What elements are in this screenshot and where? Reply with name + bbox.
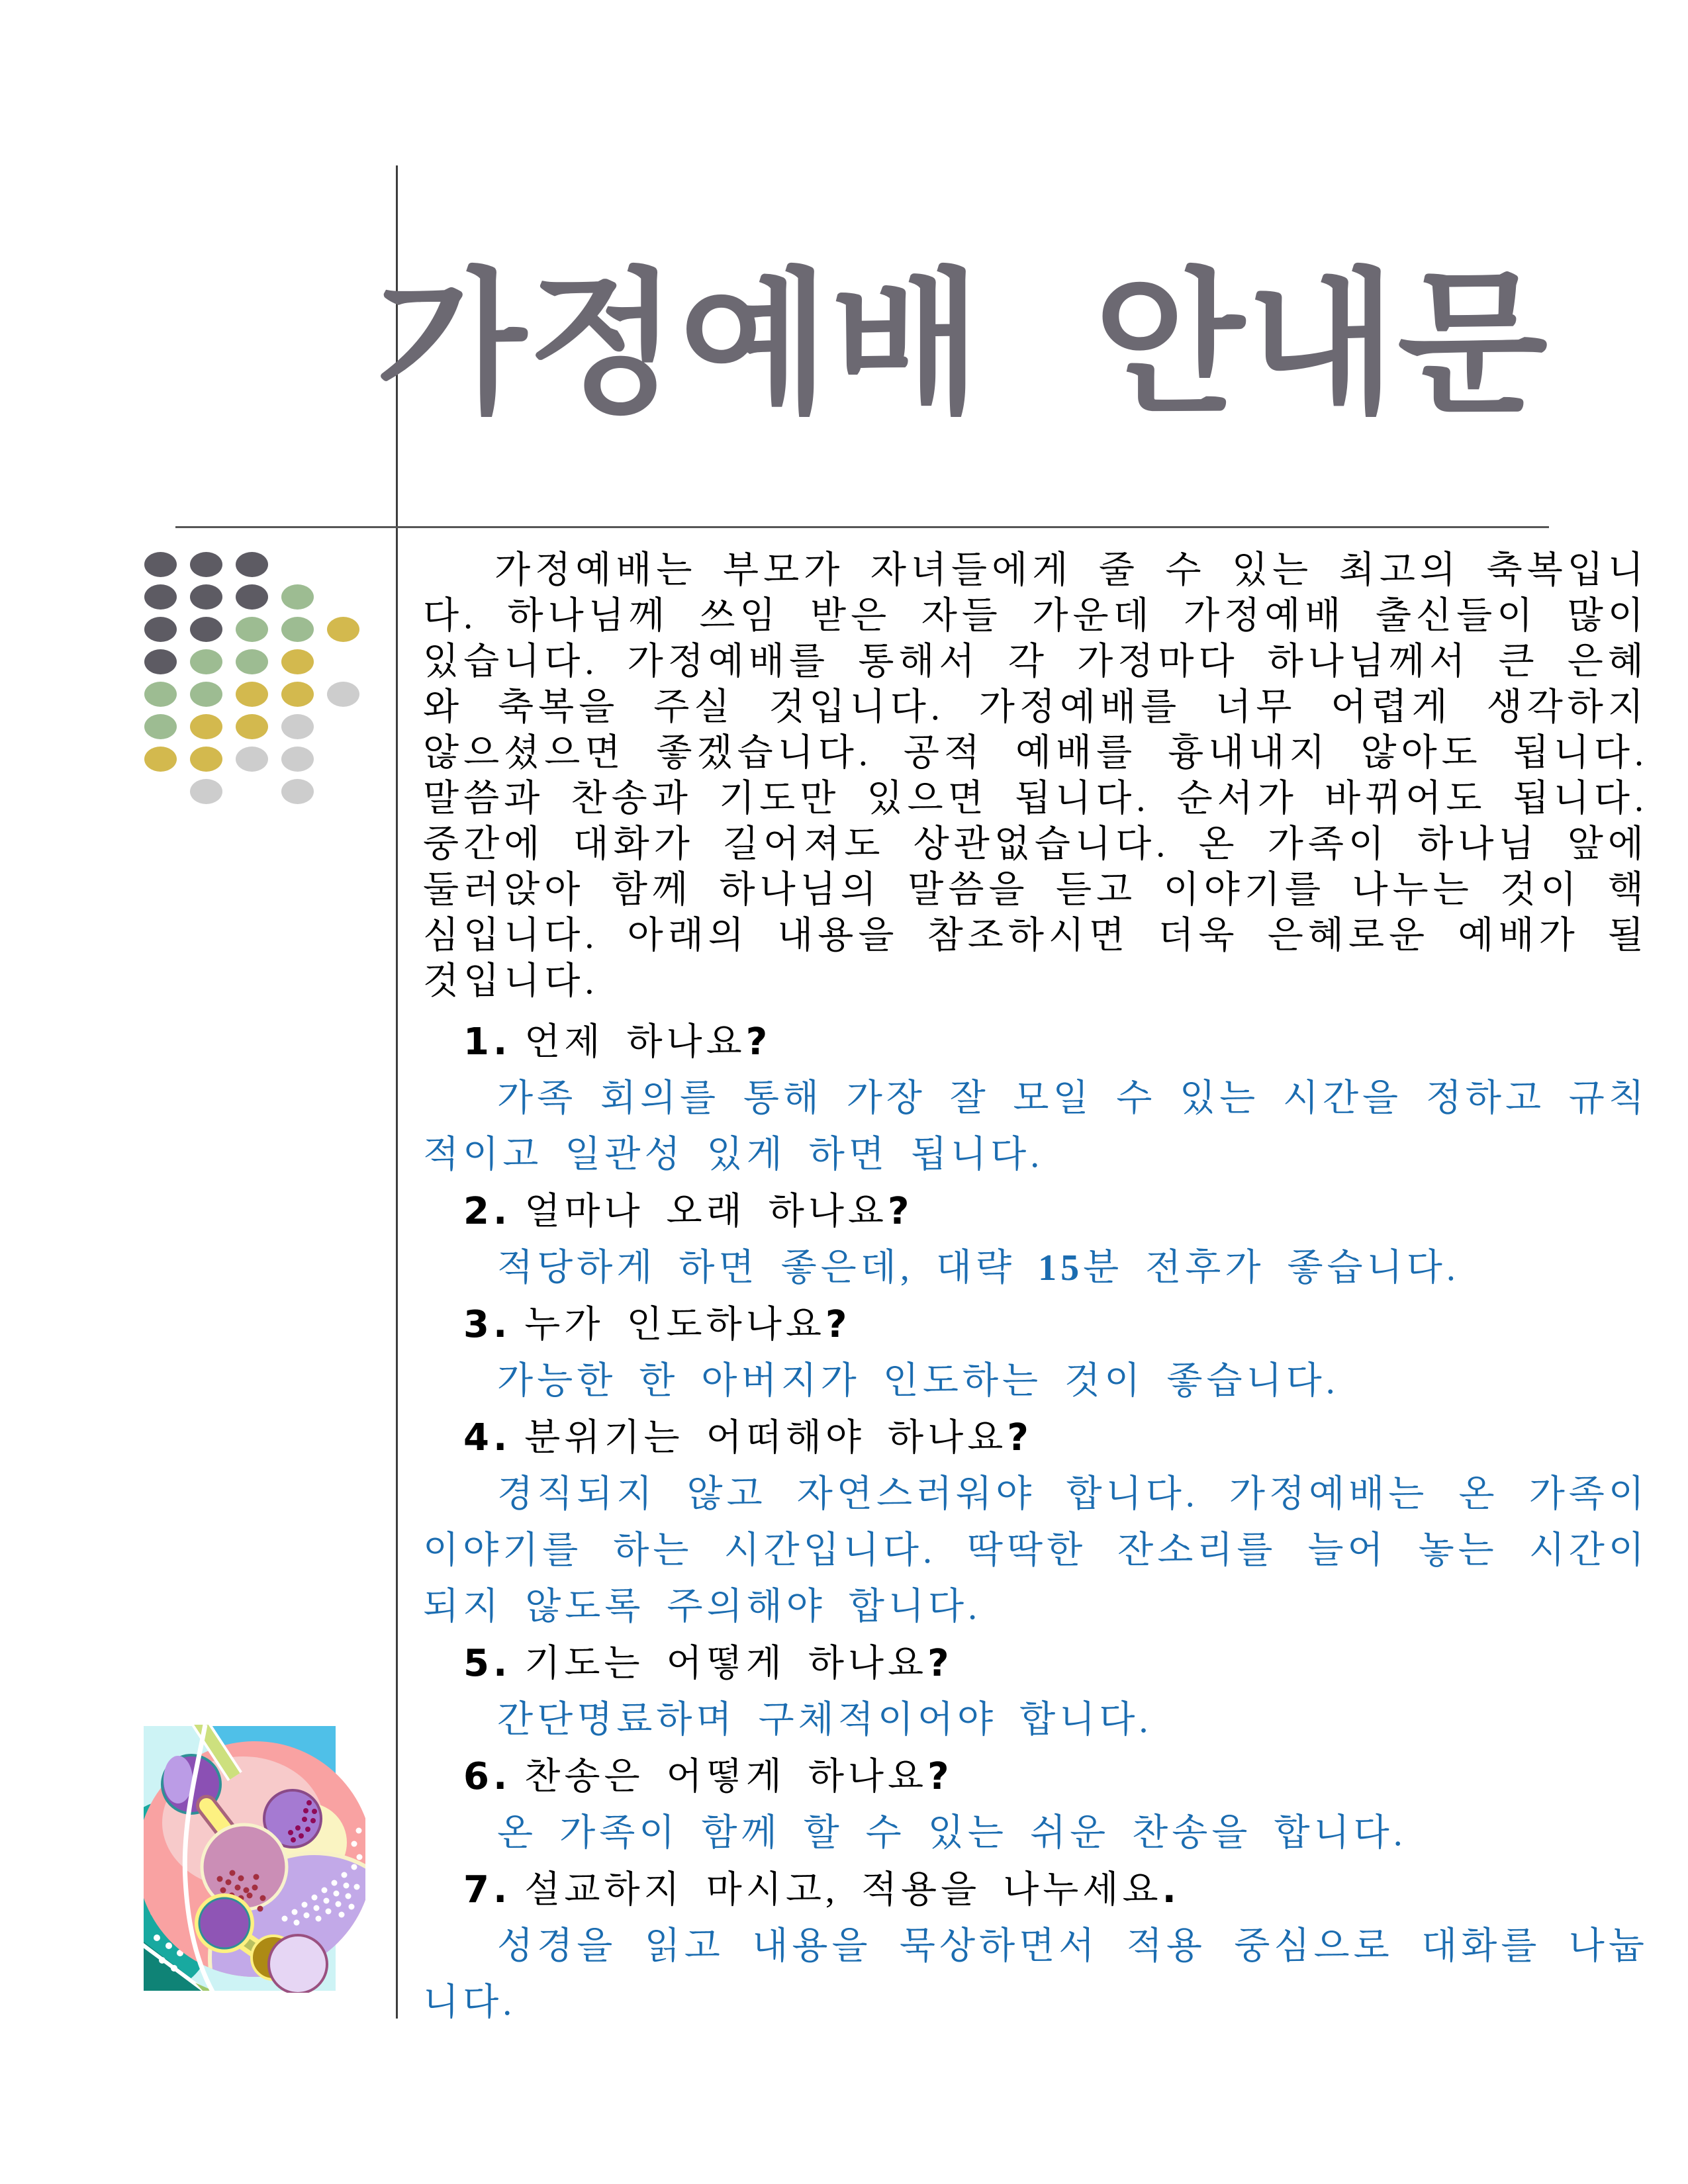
decorative-dot (190, 584, 222, 610)
decorative-dot (236, 682, 268, 707)
answer-segment: 가능한 한 아버지가 인도하는 것이 좋습니다. (497, 1361, 1339, 1402)
answer-text (423, 1353, 1648, 1410)
question-line (423, 1410, 1648, 1467)
qa-item (423, 1014, 1648, 1183)
decorative-dot (327, 682, 359, 707)
question-mark: ? (1007, 1416, 1033, 1459)
decorative-dot (144, 649, 177, 674)
decorative-dot (190, 714, 222, 739)
clipart-canvas (144, 1725, 365, 1993)
decorative-dot (190, 552, 222, 577)
decorative-dot (236, 617, 268, 642)
qa-item (423, 1183, 1648, 1297)
decorative-dot (190, 649, 222, 674)
answer-segment: 경직되지 않고 자연스러워야 합니다. 가정예배는 온 가족이 이야기를 하는 시간입니다. 딱딱한 잔소리를 늘어 놓는 시간이 되지 않도록 주의해야 합니다. (423, 1474, 1648, 1627)
qa-item (423, 1862, 1648, 2031)
page-title: 가정예배 안내문 (376, 254, 1549, 435)
decorative-dot (281, 649, 314, 674)
question-number: 3. (463, 1303, 512, 1346)
question-mark: ? (888, 1190, 914, 1233)
answer-segment: 온 가족이 함께 할 수 있는 쉬운 찬송을 합니다. (497, 1813, 1407, 1854)
qa-item (423, 1635, 1648, 1749)
question-text: 누가 인도하나요 (524, 1304, 825, 1345)
decorative-dot (281, 617, 314, 642)
question-mark: ? (825, 1303, 851, 1346)
answer-segment: 분 전후가 좋습니다. (1083, 1248, 1460, 1289)
question-mark: ? (927, 1755, 953, 1798)
answer-text (423, 1071, 1648, 1183)
decorative-dot (281, 584, 314, 610)
decorative-dot (190, 747, 222, 772)
decorative-dot (144, 584, 177, 610)
decorative-dot (236, 584, 268, 610)
question-number: 2. (463, 1190, 512, 1233)
answer-text (423, 1467, 1648, 1635)
question-text: 설교하지 마시고, 적용을 나누세요 (524, 1870, 1162, 1911)
qa-item (423, 1297, 1648, 1410)
question-number: 4. (463, 1416, 512, 1459)
question-text: 언제 하나요 (524, 1022, 746, 1063)
question-line (423, 1014, 1648, 1071)
question-line (423, 1297, 1648, 1353)
answer-text (423, 1692, 1648, 1749)
answer-segment: 적당하게 하면 좋은데, 대략 (497, 1248, 1039, 1289)
question-number: 6. (463, 1755, 512, 1798)
decorative-dot (144, 617, 177, 642)
qa-item (423, 1749, 1648, 1862)
answer-segment: 15 (1038, 1248, 1084, 1289)
decorative-dot (327, 617, 359, 642)
answer-segment: 가족 회의를 통해 가장 잘 모일 수 있는 시간을 정하고 규칙적이고 일관성 있게 하면 됩니다. (423, 1078, 1648, 1175)
decorative-dot (236, 747, 268, 772)
vertical-divider (396, 165, 398, 2019)
decorative-dot (190, 617, 222, 642)
dot-grid-decoration (144, 552, 376, 817)
question-number: 7. (463, 1868, 512, 1911)
answer-text (423, 1919, 1648, 2031)
question-line (423, 1635, 1648, 1692)
question-text: 찬송은 어떻게 하나요 (524, 1756, 928, 1797)
abstract-circles-clipart (144, 1725, 365, 1993)
question-text: 분위기는 어떠해야 하나요 (524, 1418, 1008, 1459)
answer-segment: 간단명료하며 구체적이어야 합니다. (497, 1700, 1152, 1741)
question-number: 1. (463, 1021, 512, 1064)
horizontal-divider (175, 526, 1549, 528)
decorative-dot (281, 682, 314, 707)
answer-segment: 성경을 읽고 내용을 묵상하면서 적용 중심으로 대화를 나눕니다. (423, 1926, 1648, 2023)
question-line (423, 1749, 1648, 1805)
answer-text (423, 1240, 1648, 1297)
question-text: 기도는 어떻게 하나요 (524, 1643, 928, 1684)
decorative-dot (281, 779, 314, 804)
question-mark: ? (927, 1642, 953, 1685)
question-text: 얼마나 오래 하나요 (524, 1191, 888, 1232)
question-line (423, 1862, 1648, 1919)
decorative-dot (144, 552, 177, 577)
question-mark: . (1162, 1868, 1180, 1911)
question-line (423, 1183, 1648, 1240)
decorative-dot (144, 747, 177, 772)
decorative-dot (144, 714, 177, 739)
question-mark: ? (745, 1021, 772, 1064)
decorative-dot (281, 714, 314, 739)
decorative-dot (190, 682, 222, 707)
decorative-dot (190, 779, 222, 804)
qa-item (423, 1410, 1648, 1635)
answer-text (423, 1805, 1648, 1862)
decorative-dot (236, 714, 268, 739)
decorative-dot (236, 552, 268, 577)
decorative-dot (236, 649, 268, 674)
intro-paragraph: 가정예배는 부모가 자녀들에게 줄 수 있는 최고의 축복입니다. 하나님께 쓰임 받은 자들 가운데 가정예배 출신들이 많이 있습니다. 가정예배를 통해서 각 가정마다 하나님께서 큰 은혜와 축복을 주실 것입니다. 가정예배를 너무 어렵게 생각하지 않으셨으면 좋겠습니다. 공적 예배를 흉내내지 않아도 됩니다. 말씀과 찬송과 기도만 있으면 됩니다. 순서가 바뀌어도 됩니다. 중간에 대화가 길어져도 상관없습니다. 온 가족이 하나님 앞에 둘러앉아 함께 하나님의 말씀을 듣고 이야기를 나누는 것이 핵심입니다. 아래의 내용을 참조하시면 더욱 은혜로운 예배가 될 것입니다. (423, 550, 1648, 1002)
qa-list (423, 1014, 1648, 2031)
decorative-dot (144, 682, 177, 707)
decorative-dot (281, 747, 314, 772)
question-number: 5. (463, 1642, 512, 1685)
